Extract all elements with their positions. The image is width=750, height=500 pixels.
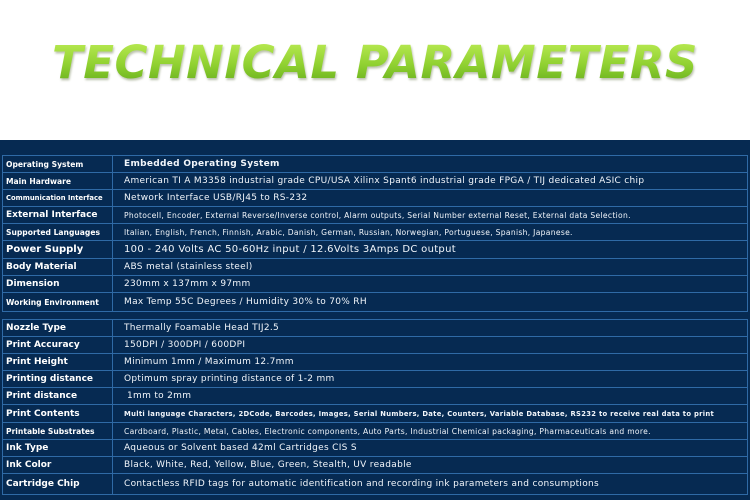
spec-label: External Interface xyxy=(3,207,113,223)
spec-row xyxy=(3,276,747,293)
spec-label: Power Supply xyxy=(3,241,113,258)
spec-row xyxy=(3,354,747,371)
spec-row xyxy=(3,440,747,457)
spec-label: Communication Interface xyxy=(3,190,113,206)
spec-table-system xyxy=(2,155,748,312)
spec-label: Working Environment xyxy=(3,293,113,311)
spec-label: Nozzle Type xyxy=(3,320,113,336)
spec-label: Cartridge Chip xyxy=(3,474,113,494)
spec-row xyxy=(3,173,747,190)
spec-label: Print Contents xyxy=(3,405,113,422)
spec-value: Photocell, Encoder, External Reverse/Inverse control, Alarm outputs, Serial Number external Reset, External data Selection. xyxy=(124,210,631,220)
spec-value: 230mm x 137mm x 97mm xyxy=(124,279,251,289)
spec-value: Aqueous or Solvent based 42ml Cartridges CIS S xyxy=(124,443,357,453)
spec-label: Ink Type xyxy=(3,440,113,456)
spec-label: Print Accuracy xyxy=(3,337,113,353)
spec-label: Body Material xyxy=(3,259,113,275)
spec-value: Max Temp 55C Degrees / Humidity 30% to 70% RH xyxy=(124,297,367,307)
spec-row xyxy=(3,293,747,311)
spec-label: Supported Languages xyxy=(3,224,113,240)
spec-value: Multi language Characters, 2DCode, Barcodes, Images, Serial Numbers, Date, Counters, Variable Database, RS232 to receive real data to print xyxy=(124,409,715,418)
spec-label: Print Height xyxy=(3,354,113,370)
spec-value: Italian, English, French, Finnish, Arabic, Danish, German, Russian, Norwegian, Portuguese, Spanish, Japanese. xyxy=(124,227,573,237)
spec-row xyxy=(3,337,747,354)
spec-value: Cardboard, Plastic, Metal, Cables, Electronic components, Auto Parts, Industrial Chemical packaging, Pharmaceuticals and more. xyxy=(124,426,651,436)
spec-label: Printable Substrates xyxy=(3,423,113,439)
spec-row xyxy=(3,423,747,440)
spec-label: Ink Color xyxy=(3,457,113,473)
spec-row xyxy=(3,207,747,224)
spec-value: 150DPI / 300DPI / 600DPI xyxy=(124,340,246,350)
spec-value: Network Interface USB/RJ45 to RS-232 xyxy=(124,193,308,203)
spec-value: Optimum spray printing distance of 1-2 mm xyxy=(124,374,335,384)
spec-value: Minimum 1mm / Maximum 12.7mm xyxy=(124,357,294,367)
spec-table-printing xyxy=(2,319,748,495)
spec-row xyxy=(3,156,747,173)
spec-value: Thermally Foamable Head TIJ2.5 xyxy=(124,323,280,333)
spec-row xyxy=(3,457,747,474)
spec-label: Main Hardware xyxy=(3,173,113,189)
spec-row xyxy=(3,371,747,388)
spec-row xyxy=(3,259,747,276)
spec-row xyxy=(3,190,747,207)
spec-row xyxy=(3,405,747,423)
spec-row xyxy=(3,474,747,494)
spec-value: Contactless RFID tags for automatic identification and recording ink parameters and consumptions xyxy=(124,479,600,489)
spec-row xyxy=(3,224,747,241)
spec-row xyxy=(3,241,747,259)
spec-value: Black, White, Red, Yellow, Blue, Green, Stealth, UV readable xyxy=(124,460,412,470)
spec-row xyxy=(3,320,747,337)
header-banner xyxy=(0,0,750,140)
page-title: TECHNICAL PARAMETERS xyxy=(0,36,750,89)
spec-label: Dimension xyxy=(3,276,113,292)
spec-label: Print distance xyxy=(3,388,113,404)
spec-value: Embedded Operating System xyxy=(124,159,280,169)
spec-value: American TI A M3358 industrial grade CPU/USA Xilinx Spant6 industrial grade FPGA / TIJ dedicated ASIC chip xyxy=(124,176,645,186)
spec-row xyxy=(3,388,747,405)
spec-value: 1mm to 2mm xyxy=(127,391,192,401)
spec-label: Printing distance xyxy=(3,371,113,387)
spec-value: 100 - 240 Volts AC 50-60Hz input / 12.6Volts 3Amps DC output xyxy=(124,244,456,255)
spec-label: Operating System xyxy=(3,156,113,172)
spec-value: ABS metal (stainless steel) xyxy=(124,262,253,272)
